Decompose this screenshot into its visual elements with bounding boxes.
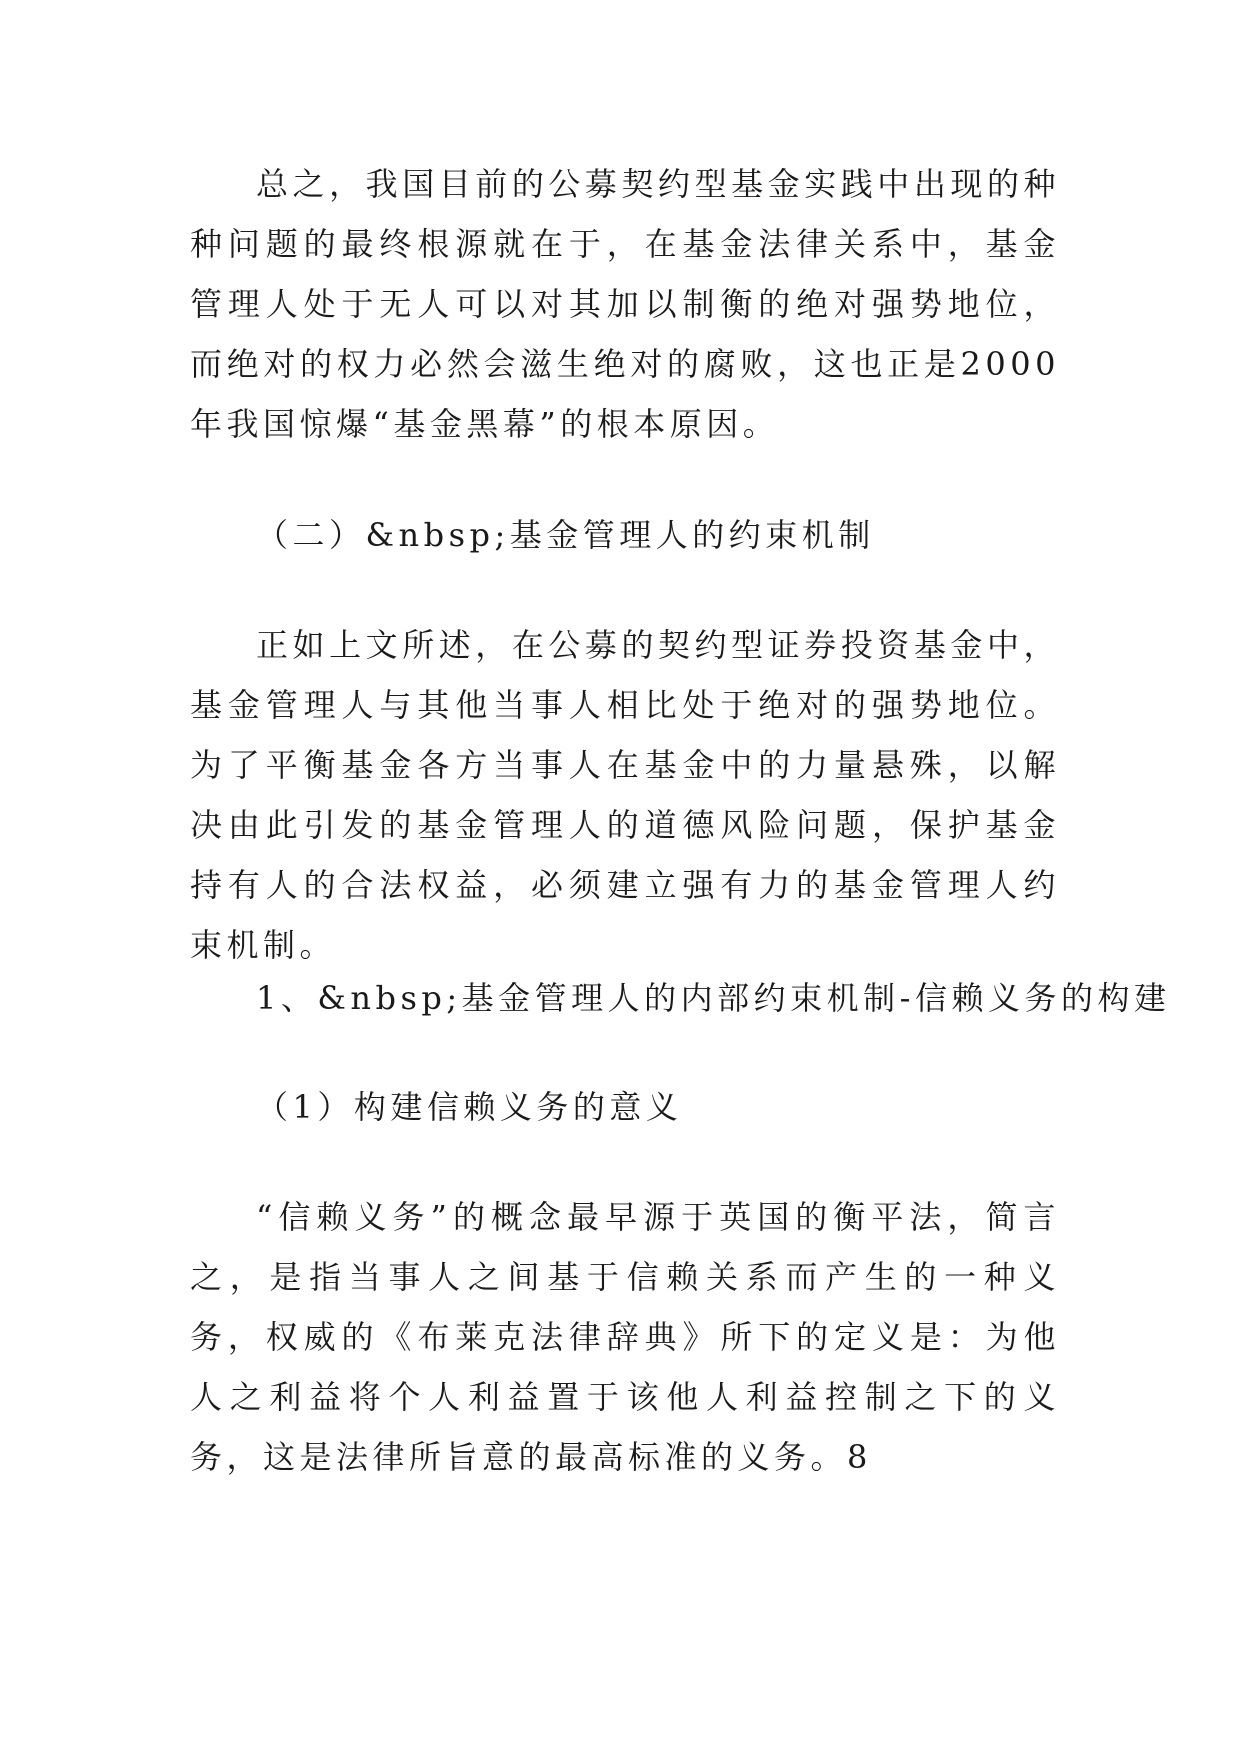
- subsection-heading-1-1: （1）构建信赖义务的意义: [256, 1088, 683, 1126]
- body-paragraph-1: 总之，我国目前的公募契约型基金实践中出现的种种问题的最终根源就在于，在基金法律关系中，基金管理人处于无人可以对其加以制衡的绝对强势地位，而绝对的权力必然会滋生绝对的腐败，这也正是2000年我国惊爆“基金黑幕”的根本原因。: [190, 165, 1060, 443]
- subsection-heading-1: 1、&nbsp;基金管理人的内部约束机制-信赖义务的构建: [256, 979, 1171, 1017]
- body-paragraph-2: 正如上文所述，在公募的契约型证券投资基金中，基金管理人与其他当事人相比处于绝对的强势地位。为了平衡基金各方当事人在基金中的力量悬殊，以解决由此引发的基金管理人的道德风险问题，保护基金持有人的合法权益，必须建立强有力的基金管理人约束机制。: [190, 626, 1060, 964]
- section-heading-2: （二）&nbsp;基金管理人的约束机制: [256, 516, 875, 554]
- body-paragraph-3: “信赖义务”的概念最早源于英国的衡平法，简言之，是指当事人之间基于信赖关系而产生的一种义务，权威的《布莱克法律辞典》所下的定义是：为他人之利益将个人利益置于该他人利益控制之下的义务，这是法律所旨意的最高标准的义务。8: [190, 1198, 1060, 1476]
